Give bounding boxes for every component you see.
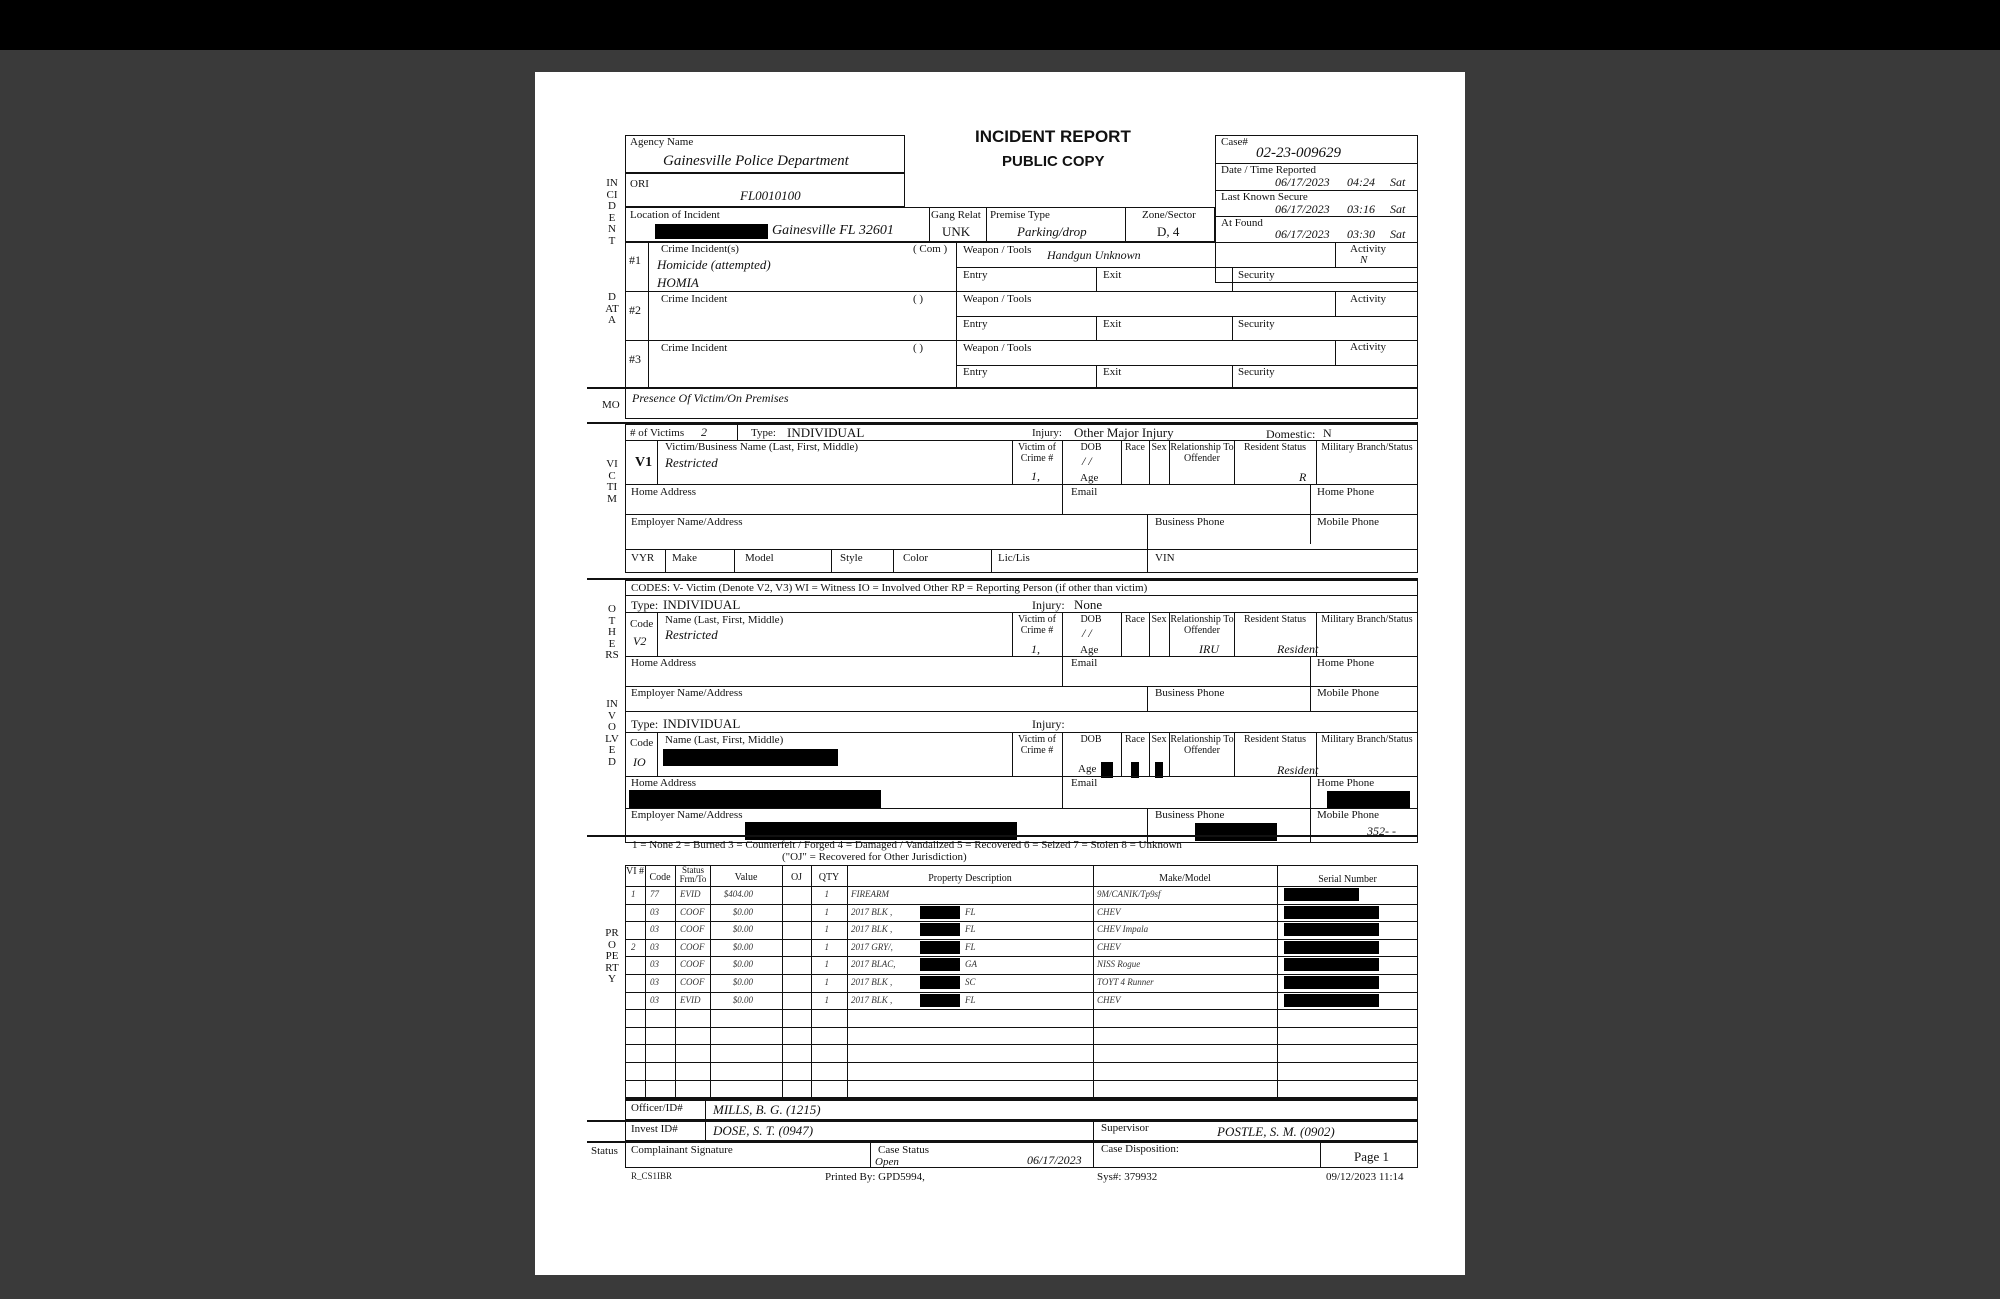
property-cell-desc: FIREARM — [851, 889, 889, 899]
col-value: Value — [734, 872, 758, 883]
other-1-dob-label: DOB — [1080, 614, 1102, 625]
other-2-injury-label: Injury: — [1032, 717, 1065, 731]
case-number: 02-23-009629 — [1256, 145, 1341, 161]
crime-2-label: Crime Incident — [661, 293, 728, 305]
property-cell-make: NISS Rogue — [1097, 959, 1141, 970]
side-label-victim: VICTIM — [606, 458, 618, 505]
lks-date: 06/17/2023 — [1275, 202, 1330, 216]
report-title: INCIDENT REPORT — [975, 127, 1131, 146]
victim-sex-label: Sex — [1151, 442, 1167, 453]
report-subtitle: PUBLIC COPY — [1002, 153, 1105, 170]
property-cell-qty: 1 — [824, 906, 829, 917]
make-label: Make — [672, 552, 698, 564]
property-row-line — [625, 974, 1418, 975]
victim-injury-label: Injury: — [1032, 427, 1062, 439]
crime-3-number: #3 — [629, 352, 641, 366]
victim-count-label: # of Victims — [630, 427, 685, 439]
gang-label: Gang Relat — [931, 209, 981, 221]
other-1-resident: Resident — [1277, 642, 1319, 656]
printed-by: Printed By: GPD5994, — [825, 1171, 925, 1183]
other-1-age-label: Age — [1080, 644, 1099, 656]
col-status: Status Frm/To — [679, 865, 707, 885]
sys-number: Sys#: 379932 — [1097, 1171, 1158, 1183]
victim-resident: R — [1299, 470, 1307, 484]
print-date: 09/12/2023 11:14 — [1326, 1171, 1404, 1183]
crime-1-label: Crime Incident(s) — [661, 243, 739, 255]
property-cell-vi: 2 — [631, 941, 636, 952]
property-row-line — [625, 921, 1418, 922]
victim-type: INDIVIDUAL — [787, 425, 865, 440]
property-cell-value: $0.00 — [732, 906, 753, 917]
victim-dob: / / — [1082, 454, 1092, 468]
other-1-resident-label: Resident Status — [1244, 614, 1306, 625]
property-cell-qty: 1 — [824, 924, 829, 935]
property-cell-code: 77 — [650, 889, 659, 899]
other-2-resident-label: Resident Status — [1244, 734, 1306, 745]
at-found-label: At Found — [1221, 217, 1263, 229]
property-cell-status: COOF — [680, 941, 705, 952]
redacted-employer — [745, 822, 1017, 840]
property-cell-value: $0.00 — [732, 941, 753, 952]
premise-value: Parking/drop — [1017, 224, 1087, 239]
col-oj: OJ — [790, 872, 803, 883]
other-1-military-label: Military Branch/Status — [1321, 614, 1413, 625]
other-2-age-label: Age — [1078, 763, 1097, 775]
other-1-mobile-phone-label: Mobile Phone — [1317, 687, 1380, 699]
redacted-plate — [920, 923, 960, 936]
location-city: Gainesville FL 32601 — [772, 223, 894, 238]
entry-2-label: Entry — [963, 318, 988, 330]
property-cell-code: 03 — [650, 906, 659, 917]
redacted-plate — [920, 994, 960, 1007]
victim-employer-label: Employer Name/Address — [631, 516, 743, 528]
color-label: Color — [903, 552, 929, 564]
other-2-employer-label: Employer Name/Address — [631, 809, 743, 821]
redacted-serial — [1284, 941, 1379, 954]
property-cell-state: GA — [965, 959, 977, 970]
other-1-code-label: Code — [630, 618, 654, 630]
weapon-2-label: Weapon / Tools — [963, 293, 1032, 305]
found-date: 06/17/2023 — [1275, 227, 1330, 241]
activity-2-label: Activity — [1350, 293, 1387, 305]
other-1-home-address-label: Home Address — [631, 657, 697, 669]
security-2-label: Security — [1238, 318, 1275, 330]
side-label-others: OTHERS — [605, 603, 619, 661]
reported-day: Sat — [1390, 175, 1406, 189]
zone-value: D, 4 — [1157, 224, 1180, 239]
property-cell-qty: 1 — [824, 941, 829, 952]
other-1-relationship-label: Relationship To Offender — [1170, 614, 1234, 636]
zone-label: Zone/Sector — [1142, 209, 1196, 221]
crime-3-label: Crime Incident — [661, 342, 728, 354]
side-label-mo: MO — [602, 399, 620, 411]
other-2-home-phone-label: Home Phone — [1317, 777, 1375, 789]
property-cell-desc: 2017 BLK , — [851, 994, 893, 1005]
redacted-plate — [920, 976, 960, 989]
property-cell-code: 03 — [650, 994, 659, 1005]
domestic-label: Domestic: — [1266, 427, 1316, 441]
entry-1-label: Entry — [963, 269, 988, 281]
property-cell-status: COOF — [680, 924, 705, 935]
property-cell-status: COOF — [680, 959, 705, 970]
property-row-line — [625, 1009, 1418, 1010]
side-label-status: Status — [591, 1145, 618, 1157]
property-legend-oj: ("OJ" = Recovered for Other Jurisdiction) — [782, 851, 967, 863]
other-2-relationship-label: Relationship To Offender — [1170, 734, 1234, 756]
crime-2-number: #2 — [629, 303, 641, 317]
crime-3-com: ( ) — [913, 342, 924, 354]
redacted-serial — [1284, 906, 1379, 919]
property-row-line — [625, 1027, 1418, 1028]
other-2-code: IO — [633, 755, 646, 769]
victim-name-label: Victim/Business Name (Last, First, Middle) — [665, 441, 859, 453]
redacted-business-phone — [1195, 823, 1277, 841]
property-row-line — [625, 886, 1418, 887]
officer-label: Officer/ID# — [631, 1102, 683, 1114]
redacted-serial — [1284, 976, 1379, 989]
redacted-home-address — [629, 790, 881, 808]
property-cell-qty: 1 — [824, 959, 829, 970]
property-cell-status: COOF — [680, 906, 705, 917]
style-label: Style — [840, 552, 863, 564]
property-cell-state: SC — [965, 977, 976, 987]
domestic-value: N — [1323, 426, 1332, 440]
property-cell-code: 03 — [650, 977, 659, 987]
activity-3-label: Activity — [1350, 341, 1387, 353]
redacted-street — [655, 224, 768, 239]
other-2-email-label: Email — [1071, 777, 1098, 789]
invest-label: Invest ID# — [631, 1123, 678, 1135]
victim-email-label: Email — [1071, 486, 1098, 498]
side-label-data: DATA — [605, 291, 619, 326]
victim-resident-label: Resident Status — [1244, 442, 1306, 453]
document-page — [535, 72, 1465, 1275]
model-label: Model — [745, 552, 774, 564]
property-cell-desc: 2017 BLK , — [851, 977, 893, 987]
weapon-3-label: Weapon / Tools — [963, 342, 1032, 354]
other-1-employer-label: Employer Name/Address — [631, 687, 743, 699]
property-row-line — [625, 1080, 1418, 1081]
victim-mobile-phone-label: Mobile Phone — [1317, 516, 1380, 528]
other-1-race-label: Race — [1125, 614, 1145, 625]
other-1-sex-label: Sex — [1151, 614, 1167, 625]
invest-value: DOSE, S. T. (0947) — [713, 1123, 814, 1138]
exit-2-label: Exit — [1103, 318, 1122, 330]
other-1-type-label: Type: — [631, 598, 659, 612]
crime-1-number: #1 — [629, 253, 641, 267]
other-2-type-label: Type: — [631, 717, 659, 731]
weapon-1-value: Handgun Unknown — [1047, 248, 1141, 262]
found-day: Sat — [1390, 227, 1406, 241]
redacted-name — [663, 749, 838, 766]
gang-value: UNK — [942, 224, 971, 239]
victim-type-label: Type: — [751, 427, 776, 439]
property-cell-status: COOF — [680, 977, 705, 987]
other-1-relationship: IRU — [1199, 642, 1219, 656]
property-cell-value: $0.00 — [732, 959, 753, 970]
victim-home-phone-label: Home Phone — [1317, 486, 1375, 498]
premise-label: Premise Type — [990, 209, 1050, 221]
activity-1-value: N — [1360, 254, 1368, 266]
redacted-home-phone — [1327, 791, 1410, 809]
reported-time: 04:24 — [1347, 175, 1375, 189]
lks-time: 03:16 — [1347, 202, 1375, 216]
property-row-line — [625, 904, 1418, 905]
other-2-resident: Resident — [1277, 763, 1319, 777]
vin-label: VIN — [1155, 552, 1175, 564]
exit-1-label: Exit — [1103, 269, 1122, 281]
property-row-line — [625, 992, 1418, 993]
property-cell-state: FL — [965, 906, 976, 917]
col-qty: QTY — [818, 872, 840, 883]
property-row-line — [625, 1062, 1418, 1063]
property-cell-code: 03 — [650, 941, 659, 952]
property-legend: 1 = None 2 = Burned 3 = Counterfeit / Forged 4 = Damaged / Vandalized 5 = Recovered 6 = Seized 7 = Stolen 8 = Unknown — [632, 839, 1182, 851]
crime-1-com: ( Com ) — [913, 243, 948, 255]
property-cell-make: CHEV — [1097, 906, 1121, 917]
crime-2-com: ( ) — [913, 293, 924, 305]
case-disposition-label: Case Disposition: — [1101, 1143, 1179, 1155]
property-cell-make: CHEV Impala — [1097, 924, 1149, 935]
col-serial: Serial Number — [1318, 874, 1377, 885]
officer-value: MILLS, B. G. (1215) — [713, 1102, 821, 1117]
security-1-label: Security — [1238, 269, 1275, 281]
last-known-secure-label: Last Known Secure — [1221, 191, 1308, 203]
property-cell-qty: 1 — [824, 889, 829, 899]
property-cell-value: $0.00 — [732, 924, 753, 935]
ori-value: FL0010100 — [740, 188, 801, 203]
other-2-sex-label: Sex — [1151, 734, 1167, 745]
property-cell-qty: 1 — [824, 977, 829, 987]
redacted-plate — [920, 906, 960, 919]
victim-race-label: Race — [1125, 442, 1145, 453]
other-2-home-address-label: Home Address — [631, 777, 697, 789]
property-cell-make: CHEV — [1097, 941, 1121, 952]
victim-name: Restricted — [665, 455, 718, 470]
side-label-property: PROPERTY — [605, 927, 619, 985]
case-status-value: Open — [875, 1156, 899, 1168]
case-label: Case# — [1221, 136, 1248, 148]
lks-day: Sat — [1390, 202, 1406, 216]
property-cell-desc: 2017 GRY/, — [851, 941, 893, 952]
other-2-crime-no-label: Victim of Crime # — [1017, 734, 1056, 756]
other-1-injury-label: Injury: — [1032, 598, 1065, 612]
reported-date: 06/17/2023 — [1275, 175, 1330, 189]
victim-dob-label: DOB — [1080, 442, 1102, 453]
property-cell-desc: 2017 BLK , — [851, 924, 893, 935]
victim-crime-no-label: Victim of Crime # — [1017, 442, 1056, 464]
victim-code: V1 — [635, 455, 653, 470]
other-1-business-phone-label: Business Phone — [1155, 687, 1225, 699]
other-1-home-phone-label: Home Phone — [1317, 657, 1375, 669]
property-cell-status: EVID — [680, 994, 701, 1005]
ori-label: ORI — [630, 178, 649, 190]
victim-injury: Other Major Injury — [1074, 425, 1174, 440]
other-2-dob-label: DOB — [1080, 734, 1102, 745]
property-cell-value: $0.00 — [732, 977, 753, 987]
victim-business-phone-label: Business Phone — [1155, 516, 1225, 528]
victim-relationship-label: Relationship To Offender — [1170, 442, 1234, 464]
property-cell-status: EVID — [680, 889, 701, 899]
property-cell-desc: 2017 BLK , — [851, 906, 893, 917]
other-2-code-label: Code — [630, 737, 654, 749]
col-description: Property Description — [928, 873, 1012, 884]
property-row-line — [625, 956, 1418, 957]
property-cell-vi: 1 — [631, 889, 636, 899]
agency-name: Gainesville Police Department — [663, 153, 849, 169]
reported-label: Date / Time Reported — [1221, 164, 1317, 176]
victim-age-label: Age — [1080, 472, 1099, 484]
crime-1-offense: Homicide (attempted) — [657, 257, 771, 272]
other-1-crime-no-label: Victim of Crime # — [1017, 614, 1056, 636]
other-1-name-label: Name (Last, First, Middle) — [665, 614, 784, 626]
other-2-business-phone-label: Business Phone — [1155, 809, 1225, 821]
victim-military-label: Military Branch/Status — [1321, 442, 1413, 453]
other-2-mobile-phone-label: Mobile Phone — [1317, 809, 1380, 821]
supervisor-label: Supervisor — [1101, 1122, 1149, 1134]
victim-count: 2 — [701, 425, 707, 439]
case-status-label: Case Status — [878, 1144, 930, 1156]
property-cell-make: CHEV — [1097, 994, 1121, 1005]
other-1-injury: None — [1074, 597, 1103, 612]
property-cell-value: $0.00 — [732, 994, 753, 1005]
redacted-plate — [920, 958, 960, 971]
other-1-dob: / / — [1082, 626, 1092, 640]
property-cell-code: 03 — [650, 959, 659, 970]
other-1-email-label: Email — [1071, 657, 1098, 669]
col-vi: VI # — [625, 866, 645, 877]
property-cell-qty: 1 — [824, 994, 829, 1005]
entry-3-label: Entry — [963, 366, 988, 378]
complainant-label: Complainant Signature — [631, 1144, 733, 1156]
lic-label: Lic/Lis — [998, 552, 1030, 564]
other-1-name: Restricted — [665, 627, 718, 642]
property-cell-value: $404.00 — [723, 889, 753, 899]
property-row-line — [625, 1044, 1418, 1045]
side-label-involved: INVOLVED — [605, 698, 619, 768]
codes-legend: CODES: V- Victim (Denote V2, V3) WI = Witness IO = Involved Other RP = Reporting Person (if other than victim) — [631, 582, 1148, 594]
other-1-crime-no: 1, — [1031, 642, 1040, 656]
property-cell-make: 9M/CANIK/Tp9sf — [1097, 889, 1161, 899]
other-2-mobile-phone: 352- - — [1367, 824, 1396, 838]
property-cell-code: 03 — [650, 924, 659, 935]
vyr-label: VYR — [631, 552, 655, 564]
col-code: Code — [649, 872, 671, 883]
weapon-1-label: Weapon / Tools — [963, 244, 1032, 256]
exit-3-label: Exit — [1103, 366, 1122, 378]
col-make-model: Make/Model — [1159, 873, 1211, 884]
supervisor-value: POSTLE, S. M. (0902) — [1217, 1124, 1335, 1139]
property-cell-state: FL — [965, 924, 976, 935]
redacted-serial — [1284, 888, 1359, 901]
other-2-type: INDIVIDUAL — [663, 716, 741, 731]
property-cell-state: FL — [965, 994, 976, 1005]
redacted-serial — [1284, 994, 1379, 1007]
security-3-label: Security — [1238, 366, 1275, 378]
form-code: R_CS1IBR — [631, 1171, 673, 1181]
case-status-date: 06/17/2023 — [1027, 1153, 1082, 1167]
other-2-race-label: Race — [1125, 734, 1145, 745]
redacted-serial — [1284, 923, 1379, 936]
other-1-code: V2 — [633, 634, 647, 648]
top-black-bar — [0, 0, 2000, 50]
victim-crime-no: 1, — [1031, 469, 1040, 483]
property-cell-make: TOYT 4 Runner — [1097, 977, 1154, 987]
redacted-serial — [1284, 958, 1379, 971]
agency-label: Agency Name — [630, 136, 694, 148]
page-number: Page 1 — [1354, 1149, 1390, 1164]
side-label-incident: INCIDENT — [606, 177, 618, 247]
property-cell-state: FL — [965, 941, 976, 952]
other-1-type: INDIVIDUAL — [663, 597, 741, 612]
redacted-plate — [920, 941, 960, 954]
crime-1-code: HOMIA — [657, 275, 699, 290]
mo-text: Presence Of Victim/On Premises — [632, 391, 789, 405]
property-cell-desc: 2017 BLAC, — [851, 959, 896, 970]
found-time: 03:30 — [1347, 227, 1375, 241]
victim-home-address-label: Home Address — [631, 486, 697, 498]
property-row-line — [625, 939, 1418, 940]
status-row — [625, 1142, 1418, 1168]
location-label: Location of Incident — [630, 209, 720, 221]
other-2-military-label: Military Branch/Status — [1321, 734, 1413, 745]
activity-1-label: Activity — [1350, 243, 1387, 255]
other-2-name-label: Name (Last, First, Middle) — [665, 734, 784, 746]
